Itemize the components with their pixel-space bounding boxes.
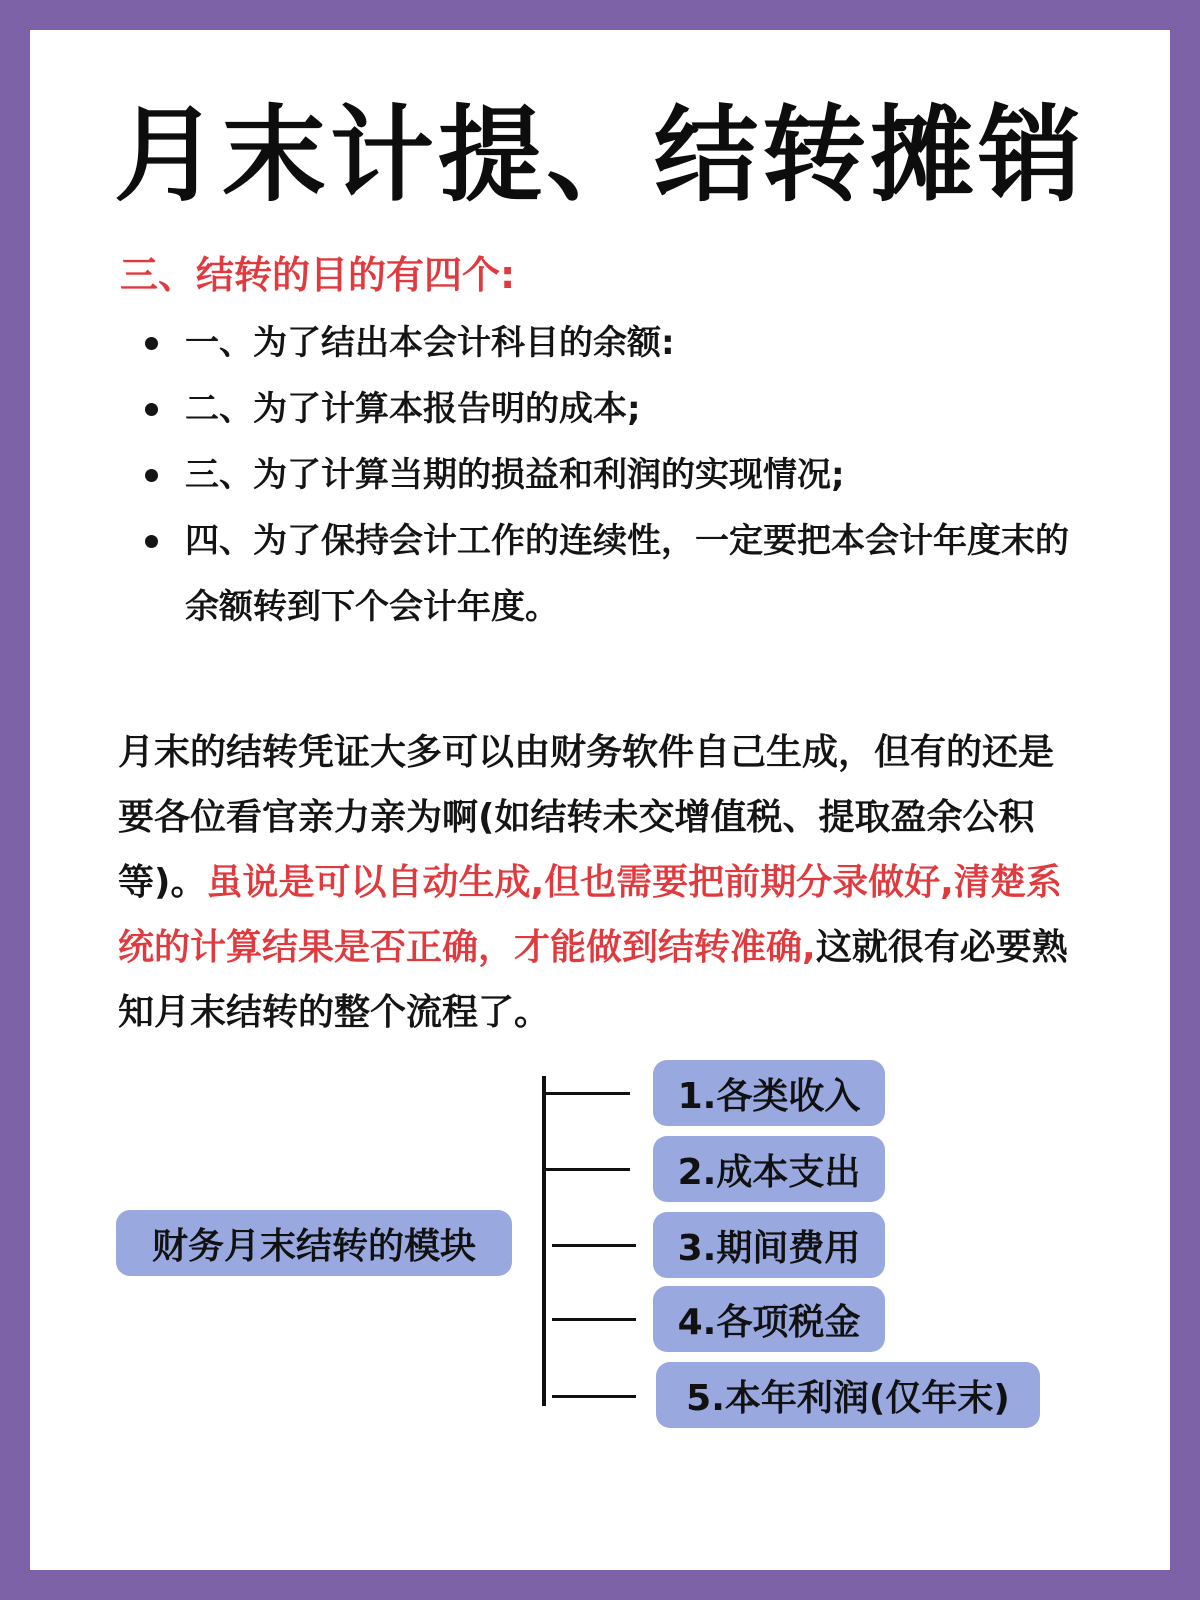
paragraph-text: 月末的结转凭证大多可以由财务软件自己生成，但有的还是要各位看官亲力亲为啊(如结转未交增值税、提取盈余公积等)。 [118, 732, 1055, 903]
paragraph-text-end: 这就很有必要熟知月末结转的整个流程了。 [118, 927, 1068, 1033]
diagram-branch-node: 5.本年利润(仅年末) [656, 1362, 1040, 1428]
paragraph-highlight: 虽说是可以自动生成,但也需要把前期分录做好,清楚系统的计算结果是否正确，才能做到结转准确, [118, 862, 1062, 968]
content-card [30, 30, 1170, 1570]
diagram-trunk-line [542, 1076, 546, 1406]
list-item: 四、为了保持会计工作的连续性，一定要把本会计年度末的余额转到下个会计年度。 [140, 508, 1100, 640]
section-heading: 三、结转的目的有四个: [120, 253, 516, 297]
diagram-connector [542, 1168, 630, 1171]
diagram-branch-node: 2.成本支出 [653, 1136, 885, 1202]
diagram-root-node: 财务月末结转的模块 [116, 1210, 512, 1276]
list-item: 三、为了计算当期的损益和利润的实现情况; [140, 442, 1100, 508]
diagram-branch-node: 4.各项税金 [653, 1286, 885, 1352]
diagram-branch-node: 3.期间费用 [653, 1212, 885, 1278]
list-item: 一、为了结出本会计科目的余额: [140, 310, 1100, 376]
diagram-branch-node: 1.各类收入 [653, 1060, 885, 1126]
explanation-paragraph [118, 720, 1088, 1045]
page-title: 月末计提、结转摊销 [113, 94, 1086, 216]
diagram-connector [552, 1395, 636, 1398]
purpose-list [140, 310, 1100, 640]
diagram-connector [552, 1244, 636, 1247]
list-item: 二、为了计算本报告明的成本; [140, 376, 1100, 442]
diagram-connector [542, 1092, 630, 1095]
diagram-connector [552, 1318, 636, 1321]
